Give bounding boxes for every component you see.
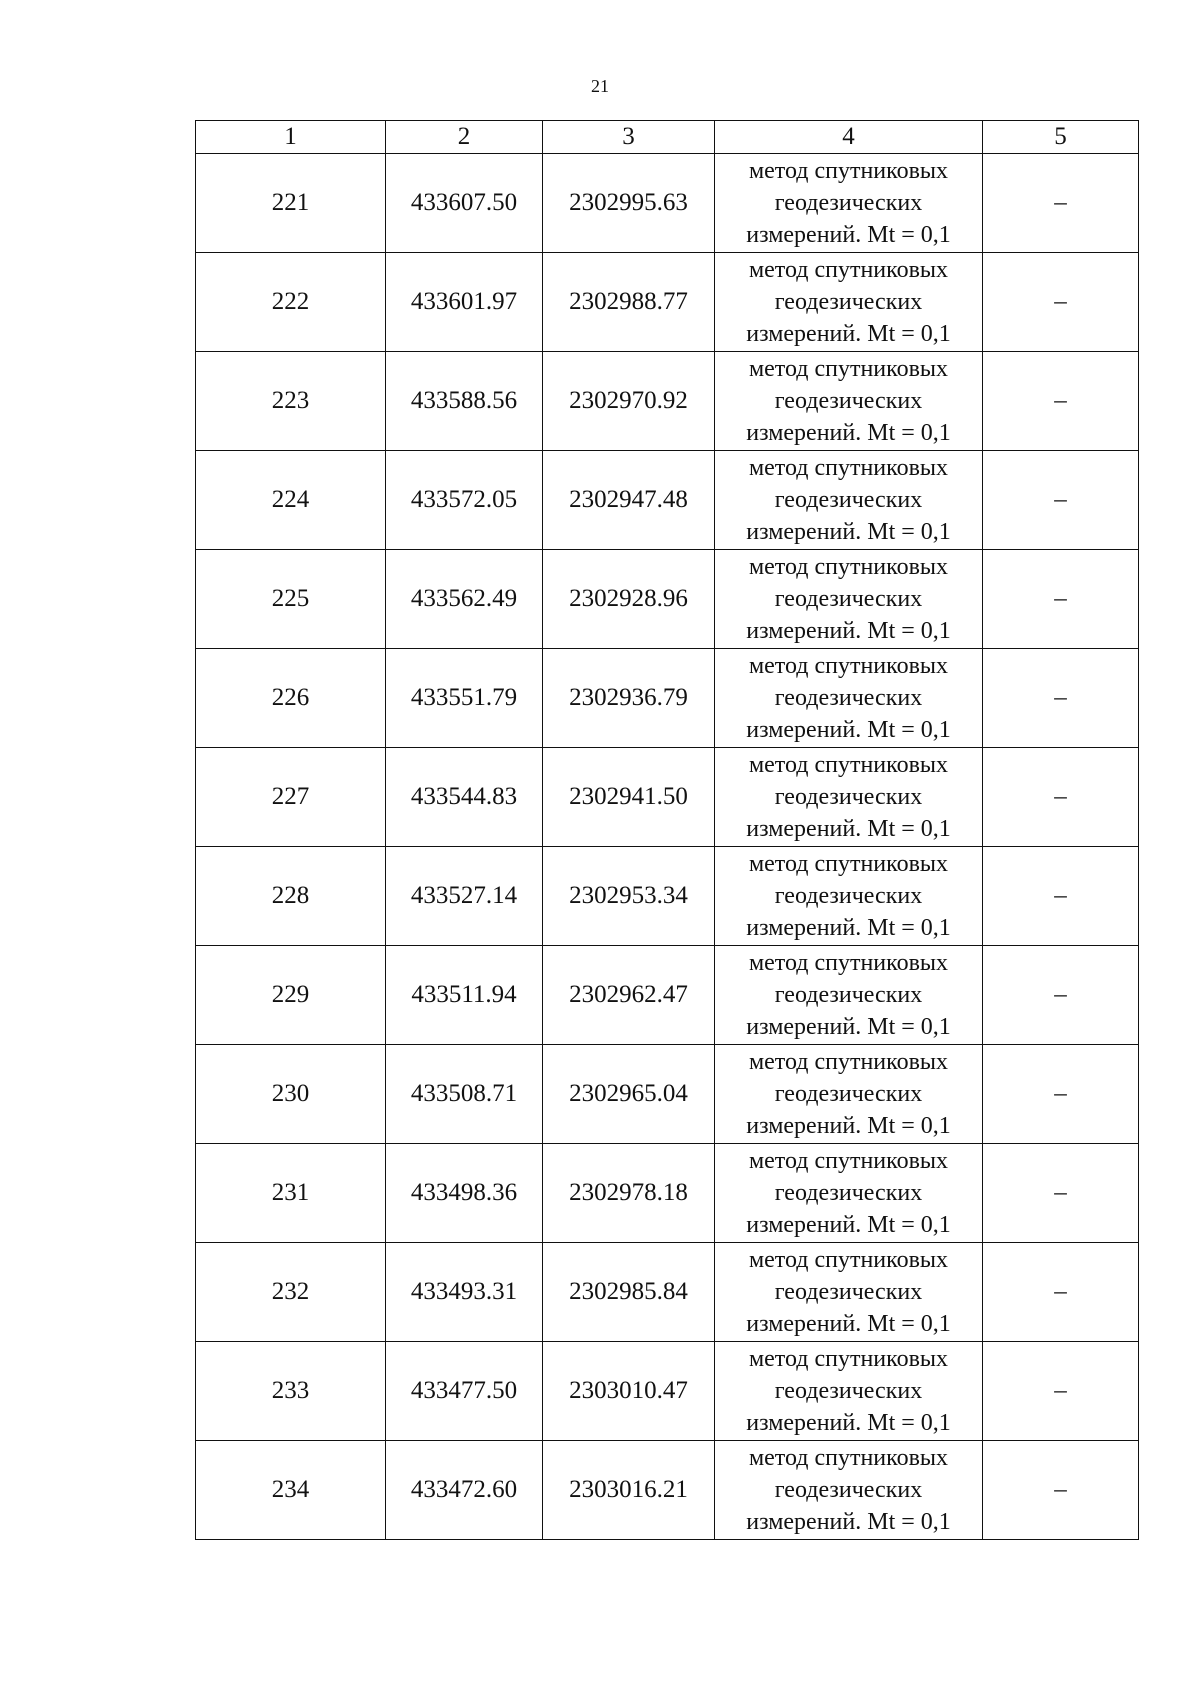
table-row bbox=[196, 253, 1139, 352]
column-header-3: 3 bbox=[543, 121, 715, 154]
method-line: измерений. Mt = 0,1 bbox=[746, 1212, 951, 1238]
method-line: геодезических bbox=[774, 784, 923, 810]
method-line: измерений. Mt = 0,1 bbox=[746, 321, 951, 347]
x-coordinate-cell: 433508.71 bbox=[386, 1045, 543, 1144]
method-line: измерений. Mt = 0,1 bbox=[746, 519, 951, 545]
method-line: метод спутниковых bbox=[748, 1148, 949, 1174]
point-number-cell: 226 bbox=[196, 649, 386, 748]
note-cell: – bbox=[983, 1144, 1139, 1243]
method-line: геодезических bbox=[774, 1378, 923, 1404]
point-number-cell: 225 bbox=[196, 550, 386, 649]
method-line: измерений. Mt = 0,1 bbox=[746, 816, 951, 842]
point-number-cell: 224 bbox=[196, 451, 386, 550]
method-line: геодезических bbox=[774, 883, 923, 909]
table-header-row bbox=[196, 121, 1139, 154]
y-coordinate-cell: 2302970.92 bbox=[543, 352, 715, 451]
table-row bbox=[196, 1441, 1139, 1540]
method-cell bbox=[715, 352, 983, 451]
point-number-cell: 233 bbox=[196, 1342, 386, 1441]
note-cell: – bbox=[983, 550, 1139, 649]
method-line: метод спутниковых bbox=[748, 158, 949, 184]
note-cell: – bbox=[983, 946, 1139, 1045]
table-row bbox=[196, 1045, 1139, 1144]
x-coordinate-cell: 433493.31 bbox=[386, 1243, 543, 1342]
note-cell: – bbox=[983, 1045, 1139, 1144]
method-line: измерений. Mt = 0,1 bbox=[746, 717, 951, 743]
x-coordinate-cell: 433527.14 bbox=[386, 847, 543, 946]
table-row bbox=[196, 1243, 1139, 1342]
method-line: геодезических bbox=[774, 1081, 923, 1107]
method-cell bbox=[715, 550, 983, 649]
y-coordinate-cell: 2302947.48 bbox=[543, 451, 715, 550]
x-coordinate-cell: 433607.50 bbox=[386, 154, 543, 253]
method-cell bbox=[715, 1441, 983, 1540]
x-coordinate-cell: 433588.56 bbox=[386, 352, 543, 451]
x-coordinate-cell: 433477.50 bbox=[386, 1342, 543, 1441]
method-cell bbox=[715, 451, 983, 550]
point-number-cell: 228 bbox=[196, 847, 386, 946]
y-coordinate-cell: 2302941.50 bbox=[543, 748, 715, 847]
column-header-5: 5 bbox=[983, 121, 1139, 154]
method-cell bbox=[715, 1045, 983, 1144]
note-cell: – bbox=[983, 748, 1139, 847]
column-header-2: 2 bbox=[386, 121, 543, 154]
y-coordinate-cell: 2303016.21 bbox=[543, 1441, 715, 1540]
table-body bbox=[196, 121, 1139, 1540]
x-coordinate-cell: 433472.60 bbox=[386, 1441, 543, 1540]
page-number: 21 bbox=[591, 76, 609, 96]
method-line: измерений. Mt = 0,1 bbox=[746, 1410, 951, 1436]
point-number-cell: 230 bbox=[196, 1045, 386, 1144]
method-line: геодезических bbox=[774, 289, 923, 315]
x-coordinate-cell: 433572.05 bbox=[386, 451, 543, 550]
method-line: метод спутниковых bbox=[748, 1346, 949, 1372]
method-line: метод спутниковых bbox=[748, 752, 949, 778]
x-coordinate-cell: 433601.97 bbox=[386, 253, 543, 352]
method-line: геодезических bbox=[774, 1477, 923, 1503]
point-number-cell: 231 bbox=[196, 1144, 386, 1243]
note-cell: – bbox=[983, 253, 1139, 352]
table-row bbox=[196, 550, 1139, 649]
method-line: измерений. Mt = 0,1 bbox=[746, 1014, 951, 1040]
method-line: геодезических bbox=[774, 586, 923, 612]
y-coordinate-cell: 2302928.96 bbox=[543, 550, 715, 649]
point-number-cell: 234 bbox=[196, 1441, 386, 1540]
method-line: геодезических bbox=[774, 1180, 923, 1206]
note-cell: – bbox=[983, 352, 1139, 451]
method-line: метод спутниковых bbox=[748, 554, 949, 580]
method-cell bbox=[715, 154, 983, 253]
table-row bbox=[196, 1342, 1139, 1441]
note-cell: – bbox=[983, 1342, 1139, 1441]
method-cell bbox=[715, 253, 983, 352]
point-number-cell: 222 bbox=[196, 253, 386, 352]
method-cell bbox=[715, 1144, 983, 1243]
note-cell: – bbox=[983, 649, 1139, 748]
y-coordinate-cell: 2302985.84 bbox=[543, 1243, 715, 1342]
coordinates-table bbox=[195, 120, 1139, 1540]
table-row bbox=[196, 649, 1139, 748]
method-line: измерений. Mt = 0,1 bbox=[746, 420, 951, 446]
method-line: метод спутниковых bbox=[748, 1247, 949, 1273]
note-cell: – bbox=[983, 154, 1139, 253]
method-line: измерений. Mt = 0,1 bbox=[746, 1509, 951, 1535]
x-coordinate-cell: 433498.36 bbox=[386, 1144, 543, 1243]
x-coordinate-cell: 433551.79 bbox=[386, 649, 543, 748]
y-coordinate-cell: 2302995.63 bbox=[543, 154, 715, 253]
point-number-cell: 232 bbox=[196, 1243, 386, 1342]
y-coordinate-cell: 2302962.47 bbox=[543, 946, 715, 1045]
method-cell bbox=[715, 649, 983, 748]
y-coordinate-cell: 2302953.34 bbox=[543, 847, 715, 946]
method-line: метод спутниковых bbox=[748, 356, 949, 382]
method-cell bbox=[715, 748, 983, 847]
note-cell: – bbox=[983, 847, 1139, 946]
note-cell: – bbox=[983, 451, 1139, 550]
column-header-4: 4 bbox=[715, 121, 983, 154]
method-line: измерений. Mt = 0,1 bbox=[746, 222, 951, 248]
method-line: метод спутниковых bbox=[748, 1049, 949, 1075]
table-row bbox=[196, 352, 1139, 451]
method-line: метод спутниковых bbox=[748, 851, 949, 877]
x-coordinate-cell: 433544.83 bbox=[386, 748, 543, 847]
method-line: геодезических bbox=[774, 982, 923, 1008]
table-row bbox=[196, 946, 1139, 1045]
point-number-cell: 221 bbox=[196, 154, 386, 253]
note-cell: – bbox=[983, 1243, 1139, 1342]
method-cell bbox=[715, 1342, 983, 1441]
method-cell bbox=[715, 847, 983, 946]
x-coordinate-cell: 433511.94 bbox=[386, 946, 543, 1045]
method-line: измерений. Mt = 0,1 bbox=[746, 618, 951, 644]
y-coordinate-cell: 2303010.47 bbox=[543, 1342, 715, 1441]
method-cell bbox=[715, 946, 983, 1045]
table-row bbox=[196, 1144, 1139, 1243]
point-number-cell: 223 bbox=[196, 352, 386, 451]
method-line: геодезических bbox=[774, 388, 923, 414]
method-cell bbox=[715, 1243, 983, 1342]
table-row bbox=[196, 847, 1139, 946]
note-cell: – bbox=[983, 1441, 1139, 1540]
table-row bbox=[196, 154, 1139, 253]
method-line: геодезических bbox=[774, 685, 923, 711]
method-line: измерений. Mt = 0,1 bbox=[746, 915, 951, 941]
y-coordinate-cell: 2302988.77 bbox=[543, 253, 715, 352]
y-coordinate-cell: 2302936.79 bbox=[543, 649, 715, 748]
method-line: метод спутниковых bbox=[748, 455, 949, 481]
table-row bbox=[196, 748, 1139, 847]
point-number-cell: 229 bbox=[196, 946, 386, 1045]
method-line: геодезических bbox=[774, 487, 923, 513]
point-number-cell: 227 bbox=[196, 748, 386, 847]
method-line: метод спутниковых bbox=[748, 950, 949, 976]
method-line: измерений. Mt = 0,1 bbox=[746, 1113, 951, 1139]
column-header-1: 1 bbox=[196, 121, 386, 154]
method-line: геодезических bbox=[774, 1279, 923, 1305]
method-line: метод спутниковых bbox=[748, 1445, 949, 1471]
method-line: измерений. Mt = 0,1 bbox=[746, 1311, 951, 1337]
table-row bbox=[196, 451, 1139, 550]
x-coordinate-cell: 433562.49 bbox=[386, 550, 543, 649]
method-line: метод спутниковых bbox=[748, 257, 949, 283]
method-line: геодезических bbox=[774, 190, 923, 216]
y-coordinate-cell: 2302965.04 bbox=[543, 1045, 715, 1144]
method-line: метод спутниковых bbox=[748, 653, 949, 679]
y-coordinate-cell: 2302978.18 bbox=[543, 1144, 715, 1243]
